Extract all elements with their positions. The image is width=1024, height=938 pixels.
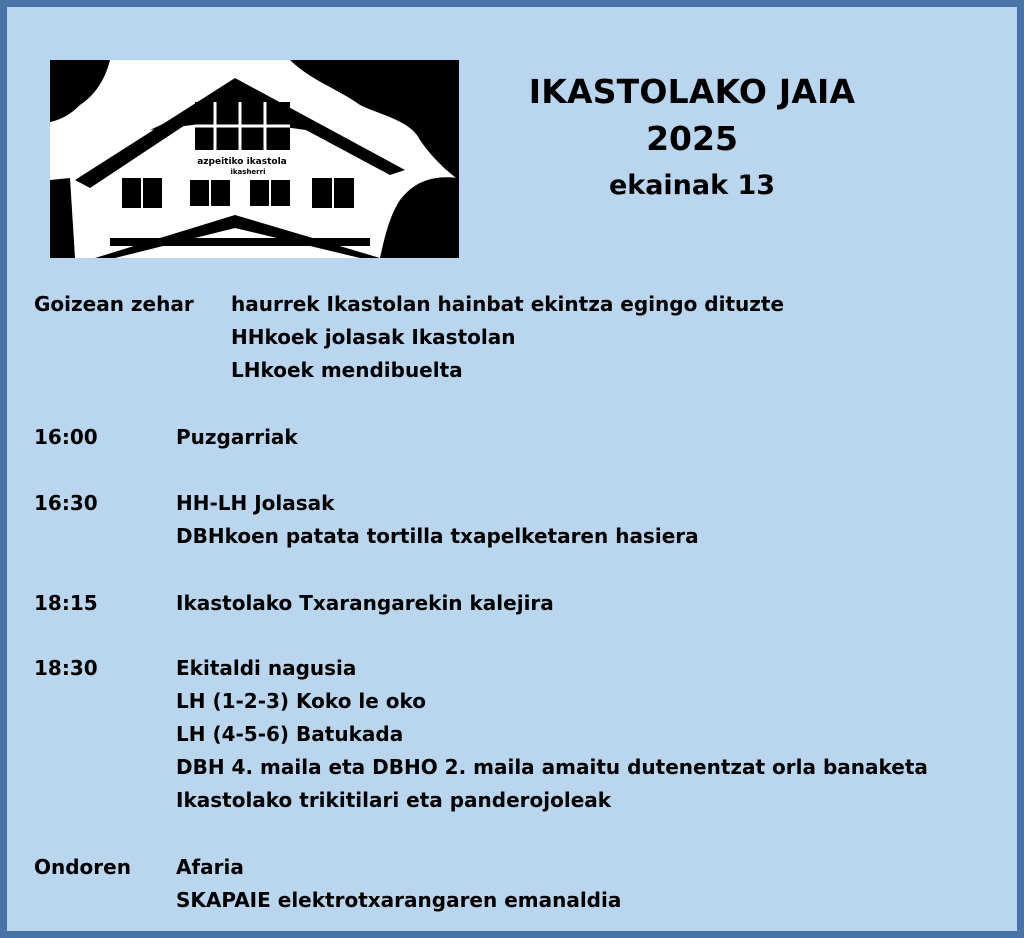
schedule-time-label: 18:15 <box>34 591 98 615</box>
schedule-activity: HH-LH Jolasak <box>176 491 335 515</box>
schedule-activity: Afaria <box>176 855 244 879</box>
schedule-activities <box>176 487 699 553</box>
schedule-time-label: Goizean zehar <box>34 292 194 316</box>
school-building-image <box>50 60 459 258</box>
schedule-activity: LH (4-5-6) Batukada <box>176 722 404 746</box>
schedule-activities <box>176 652 928 817</box>
photo-sign-text-2: ikasherri <box>230 168 266 176</box>
schedule-activity: SKAPAIE elektrotxarangaren emanaldia <box>176 888 622 912</box>
year-heading: 2025 <box>646 119 738 158</box>
schedule-time-label: 18:30 <box>34 656 98 680</box>
school-building-photo <box>50 60 459 258</box>
schedule-activity: Ikastolako Txarangarekin kalejira <box>176 591 554 615</box>
title-block <box>447 69 937 209</box>
schedule-time-label: 16:30 <box>34 491 98 515</box>
schedule-activity: LHkoek mendibuelta <box>231 358 463 382</box>
schedule-activities <box>231 288 784 387</box>
photo-sign-text: azpeitiko ikastola <box>197 157 287 167</box>
schedule-activity: HHkoek jolasak Ikastolan <box>231 325 516 349</box>
date-heading: ekainak 13 <box>608 170 776 201</box>
schedule-activities <box>176 421 298 454</box>
schedule-activity: Puzgarriak <box>176 425 298 449</box>
schedule-activity: Ikastolako trikitilari eta panderojoleak <box>176 788 612 812</box>
schedule-time-label: 16:00 <box>34 425 98 449</box>
schedule-activities <box>176 851 621 917</box>
schedule-activity: Ekitaldi nagusia <box>176 656 357 680</box>
schedule-time-label: Ondoren <box>34 855 131 879</box>
schedule-activity: DBHkoen patata tortilla txapelketaren hasiera <box>176 524 699 548</box>
schedule-activities <box>176 587 554 620</box>
schedule-activity: LH (1-2-3) Koko le oko <box>176 689 427 713</box>
page-title: IKASTOLAKO JAIA <box>528 72 856 111</box>
schedule-activity: DBH 4. maila eta DBHO 2. maila amaitu dutenentzat orla banaketa <box>176 755 928 779</box>
schedule-activity: haurrek Ikastolan hainbat ekintza egingo dituzte <box>231 292 785 316</box>
poster <box>7 7 1017 931</box>
